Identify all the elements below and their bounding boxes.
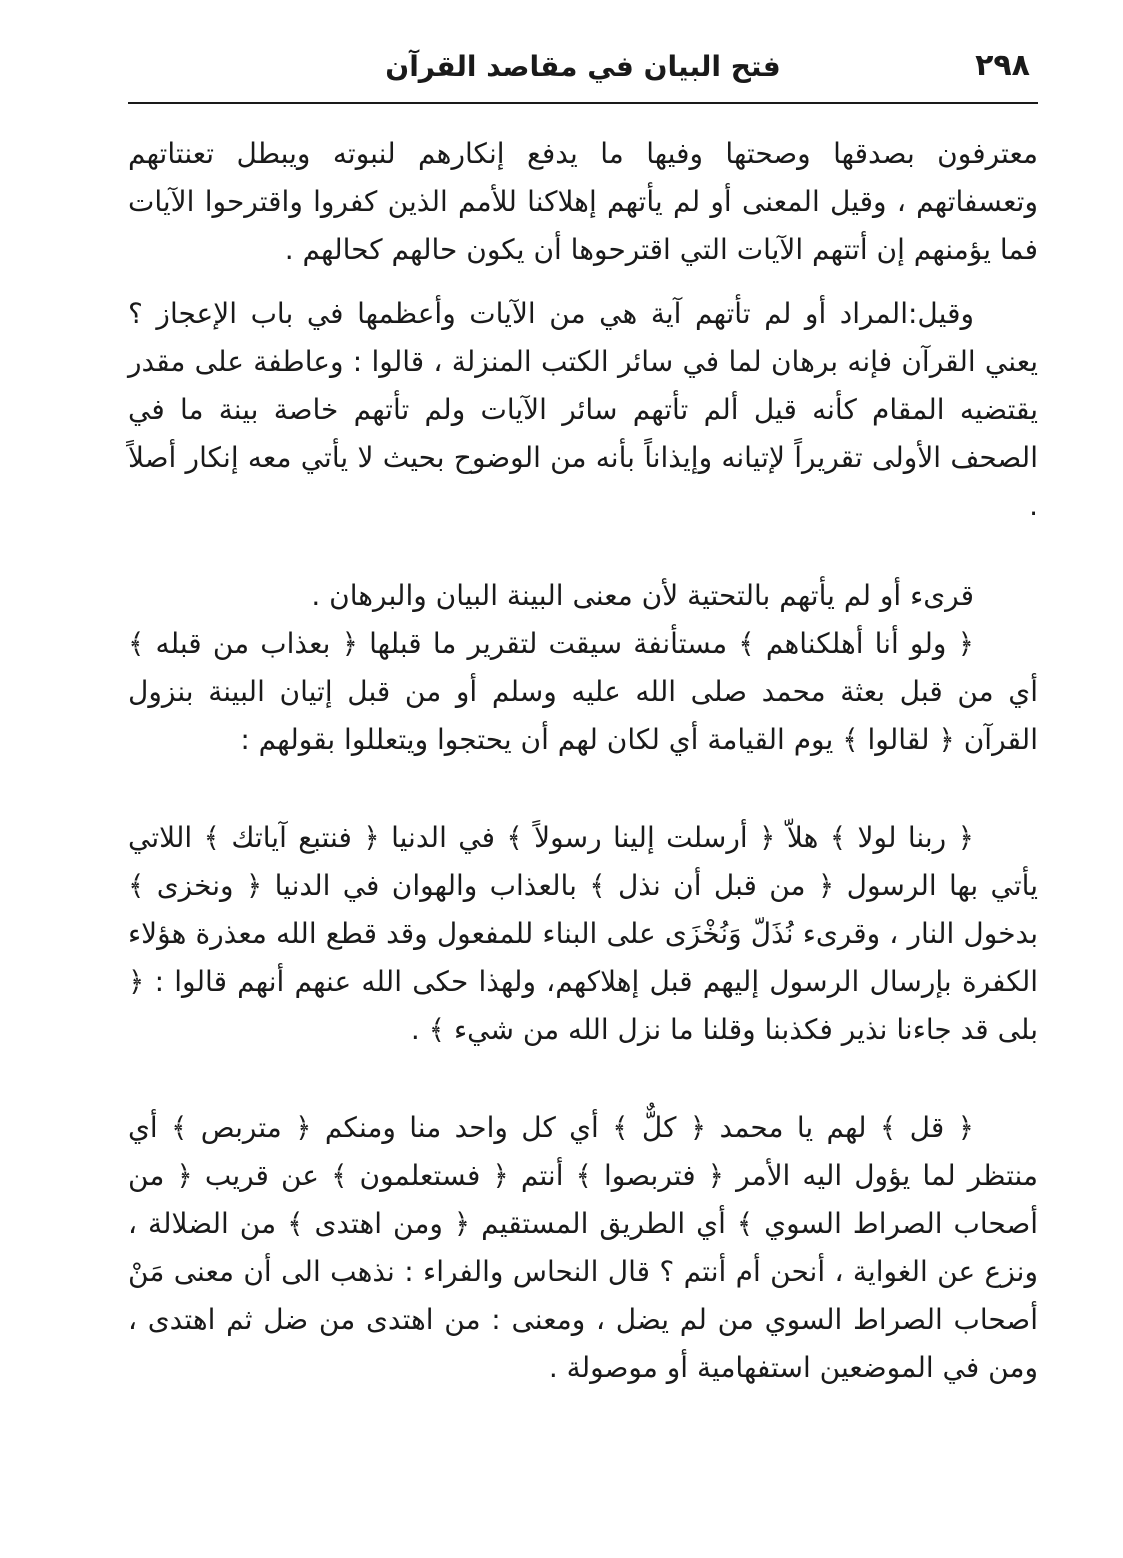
paragraph: وقيل:المراد أو لم تأتهم آية هي من الآيات وأعظمها في باب الإعجاز ؟ يعني القرآن فإنه برهان لما في سائر الكتب المنزلة ، قالوا : وعاطفة على مقدر يقتضيه المقام كأنه قيل ألم تأتهم سائر الآيات ولم تأتهم خاصة بينة ما في الصحف الأولى تقريراً لإتيانه وإيذاناً بأنه من الوضوح بحيث لا يأتي معه إنكار أصلاً . <box>128 297 1038 522</box>
paragraph: معترفون بصدقها وصحتها وفيها ما يدفع إنكارهم لنبوته ويبطل تعنتاتهم وتعسفاتهم ، وقيل المعنى أو لم يأتهم إهلاكنا للأمم الذين كفروا واقترحوا الآيات فما يؤمنهم إن أتتهم الآيات التي اقترحوها أن يكون حالهم كحالهم . <box>128 137 1038 266</box>
page-body <box>128 130 1038 1392</box>
paragraph: ﴿ ولو أنا أهلكناهم ﴾ مستأنفة سيقت لتقرير ما قبلها ﴿ بعذاب من قبله ﴾ أي من قبل بعثة محمد صلى الله عليه وسلم أو من قبل إتيان البينة بنزول القرآن ﴿ لقالوا ﴾ يوم القيامة أي لكان لهم أن يحتجوا ويتعللوا بقولهم : <box>128 627 1038 756</box>
paragraph: قرىء أو لم يأتهم بالتحتية لأن معنى البينة البيان والبرهان . <box>311 579 974 612</box>
page-number: ٢٩٨ <box>975 48 1030 83</box>
paragraph: ﴿ قل ﴾ لهم يا محمد ﴿ كلٌّ ﴾ أي كل واحد منا ومنكم ﴿ متربص ﴾ أي منتظر لما يؤول اليه الأمر ﴿ فتربصوا ﴾ أنتم ﴿ فستعلمون ﴾ عن قريب ﴿ من أصحاب الصراط السوي ﴾ أي الطريق المستقيم ﴿ ومن اهتدى ﴾ من الضلالة ، ونزع عن الغواية ، أنحن أم أنتم ؟ قال النحاس والفراء : نذهب الى أن معنى مَنْ أصحاب الصراط السوي من لم يضل ، ومعنى : من اهتدى من ضل ثم اهتدى ، ومن في الموضعين استفهامية أو موصولة . <box>128 1111 1038 1384</box>
paragraph: ﴿ ربنا لولا ﴾ هلاّ ﴿ أرسلت إلينا رسولاً ﴾ في الدنيا ﴿ فنتبع آياتك ﴾ اللاتي يأتي بها الرسول ﴿ من قبل أن نذل ﴾ بالعذاب والهوان في الدنيا ﴿ ونخزى ﴾ بدخول النار ، وقرىء نُذَلّ وَنُخْزَى على البناء للمفعول وقد قطع الله معذرة هؤلاء الكفرة بإرسال الرسول إليهم قبل إهلاكهم، ولهذا حكى الله عنهم أنهم قالوا : ﴿ بلى قد جاءنا نذير فكذبنا وقلنا ما نزل الله من شيء ﴾ . <box>128 821 1038 1046</box>
page-header <box>128 40 1038 104</box>
book-title: فتح البيان في مقاصد القرآن <box>385 50 781 83</box>
